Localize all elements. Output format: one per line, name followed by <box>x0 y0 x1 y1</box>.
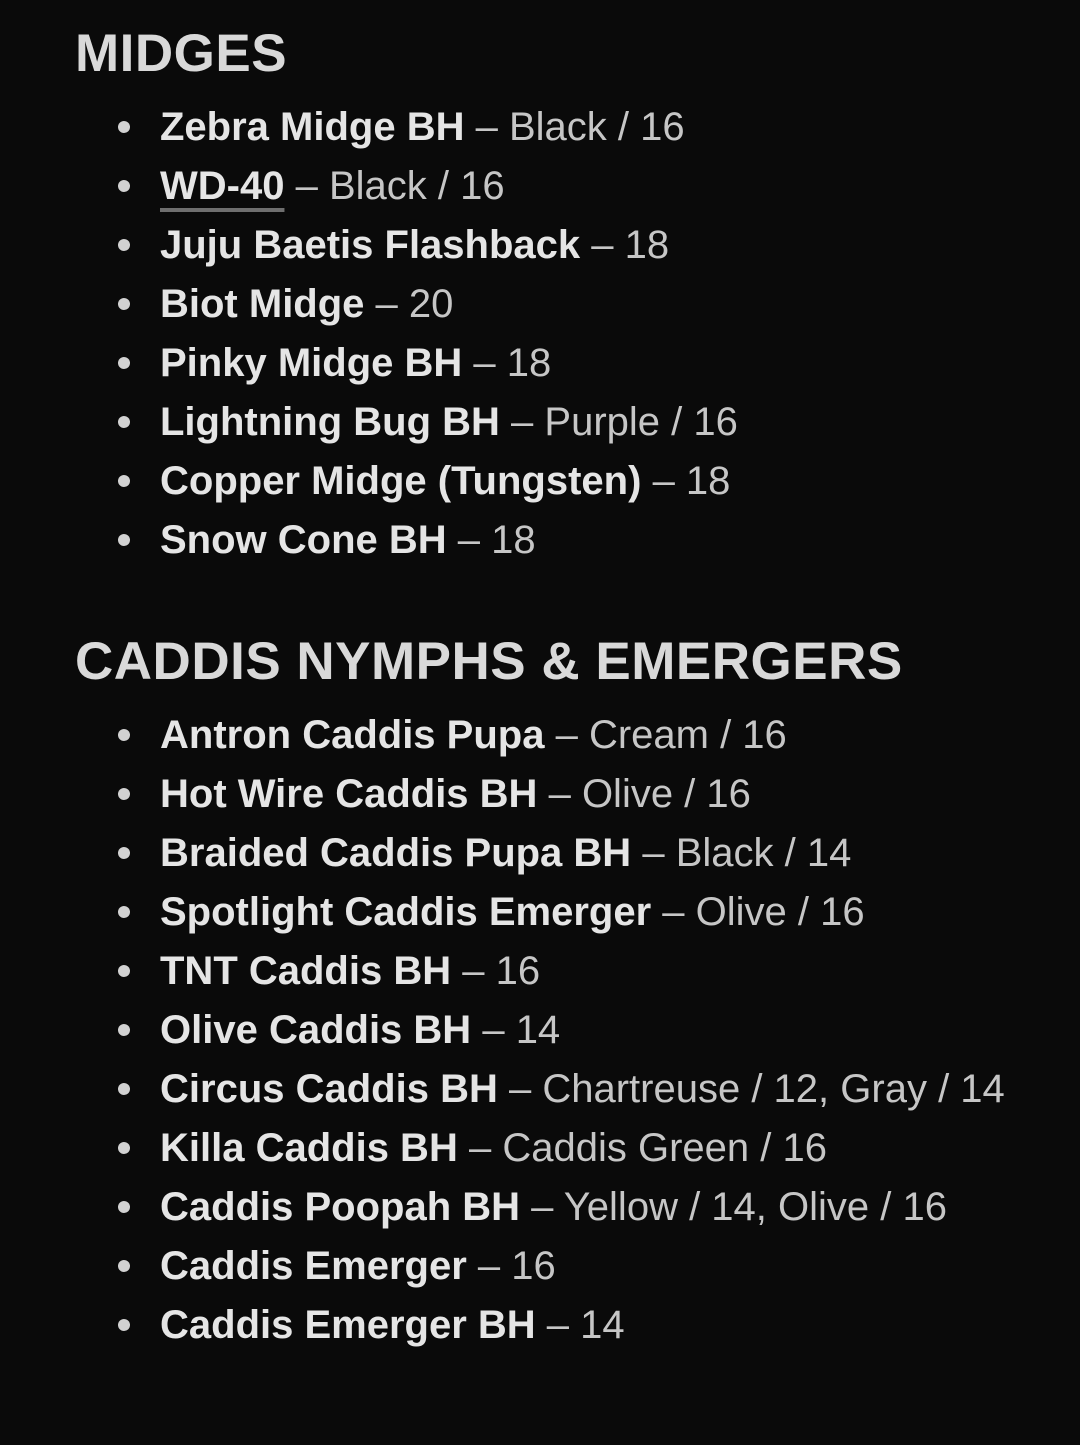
fly-name: Antron Caddis Pupa <box>160 713 545 757</box>
fly-name: Caddis Emerger <box>160 1244 467 1288</box>
list-item <box>160 275 1010 334</box>
fly-detail: – 18 <box>473 341 552 385</box>
fly-detail: – 18 <box>652 459 731 503</box>
fly-detail: – Caddis Green / 16 <box>468 1126 827 1170</box>
fly-detail: – 20 <box>375 282 454 326</box>
fly-list <box>0 24 1080 1355</box>
name-detail-space <box>651 890 662 934</box>
fly-name: Zebra Midge BH <box>160 105 465 149</box>
name-detail-space <box>537 772 548 816</box>
fly-name: Lightning Bug BH <box>160 400 500 444</box>
name-detail-space <box>447 518 458 562</box>
fly-detail: – 14 <box>546 1303 625 1347</box>
name-detail-space <box>467 1244 478 1288</box>
list-item <box>160 1001 1010 1060</box>
fly-name: Caddis Poopah BH <box>160 1185 521 1229</box>
fly-name: Biot Midge <box>160 282 365 326</box>
name-detail-space <box>580 223 591 267</box>
list-item <box>160 706 1010 765</box>
list-item <box>160 216 1010 275</box>
fly-name: Olive Caddis BH <box>160 1008 472 1052</box>
list-item <box>160 1237 1010 1296</box>
list-item <box>160 1178 1010 1237</box>
fly-detail: – Black / 16 <box>475 105 685 149</box>
name-detail-space <box>536 1303 547 1347</box>
fly-name: Braided Caddis Pupa BH <box>160 831 632 875</box>
name-detail-space <box>471 1008 482 1052</box>
list-item <box>160 511 1010 570</box>
name-detail-space <box>498 1067 509 1111</box>
fly-name: Circus Caddis BH <box>160 1067 498 1111</box>
name-detail-space <box>451 949 462 993</box>
name-detail-space <box>364 282 375 326</box>
list-item <box>160 98 1010 157</box>
name-detail-space <box>631 831 642 875</box>
fly-detail: – Purple / 16 <box>511 400 738 444</box>
fly-name: Pinky Midge BH <box>160 341 463 385</box>
list-item <box>160 334 1010 393</box>
list-item <box>160 452 1010 511</box>
fly-detail: – Black / 16 <box>295 164 505 208</box>
fly-detail: – Black / 14 <box>642 831 852 875</box>
name-detail-space <box>544 713 555 757</box>
section-list <box>0 706 1080 1355</box>
fly-detail: – 18 <box>457 518 536 562</box>
name-detail-space <box>641 459 652 503</box>
section-title: MIDGES <box>75 24 288 83</box>
list-item <box>160 1119 1010 1178</box>
name-detail-space <box>464 105 475 149</box>
list-item <box>160 883 1010 942</box>
fly-name: Juju Baetis Flashback <box>160 223 581 267</box>
fly-detail: – Olive / 16 <box>662 890 865 934</box>
name-detail-space <box>458 1126 469 1170</box>
name-detail-space <box>462 341 473 385</box>
fly-section <box>0 24 1080 570</box>
list-item <box>160 765 1010 824</box>
list-item <box>160 393 1010 452</box>
name-detail-space <box>520 1185 531 1229</box>
fly-detail: – Cream / 16 <box>555 713 787 757</box>
fly-name: Killa Caddis BH <box>160 1126 458 1170</box>
fly-detail: – Olive / 16 <box>548 772 751 816</box>
fly-section <box>0 632 1080 1355</box>
list-item <box>160 1296 1010 1355</box>
fly-detail: – 16 <box>477 1244 556 1288</box>
list-item <box>160 942 1010 1001</box>
section-list <box>0 98 1080 570</box>
list-item <box>160 824 1010 883</box>
fly-name: Caddis Emerger BH <box>160 1303 536 1347</box>
fly-name: Spotlight Caddis Emerger <box>160 890 652 934</box>
fly-name: Hot Wire Caddis BH <box>160 772 538 816</box>
list-item <box>160 157 1010 216</box>
fly-name: TNT Caddis BH <box>160 949 452 993</box>
list-item <box>160 1060 1010 1119</box>
fly-detail: – 14 <box>482 1008 561 1052</box>
fly-detail: – Yellow / 14, Olive / 16 <box>531 1185 947 1229</box>
fly-name: WD-40 <box>160 164 285 208</box>
fly-detail: – Chartreuse / 12, Gray / 14 <box>508 1067 1005 1111</box>
name-detail-space <box>284 164 295 208</box>
section-title: CADDIS NYMPHS & EMERGERS <box>75 632 903 691</box>
fly-name: Snow Cone BH <box>160 518 447 562</box>
fly-detail: – 16 <box>462 949 541 993</box>
fly-detail: – 18 <box>591 223 670 267</box>
name-detail-space <box>500 400 511 444</box>
fly-name: Copper Midge (Tungsten) <box>160 459 642 503</box>
